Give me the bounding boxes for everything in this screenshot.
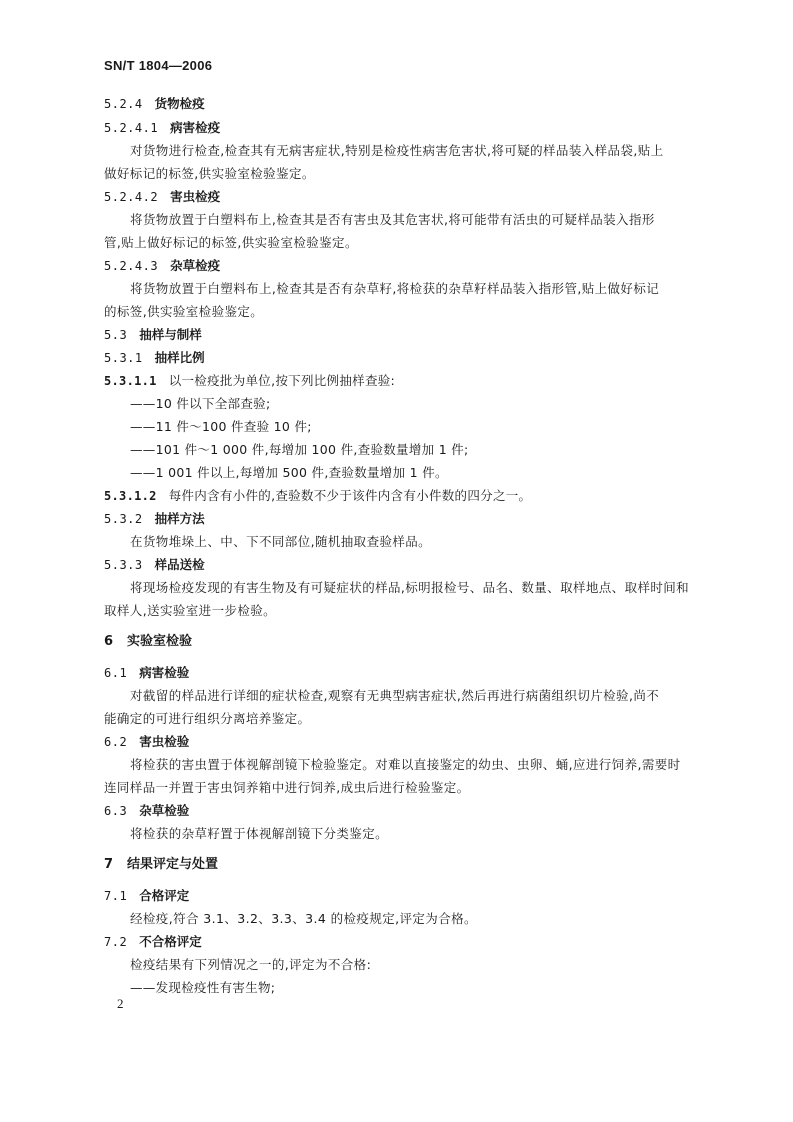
heading-number: 7.1 xyxy=(104,889,128,903)
chapter-number: 6 xyxy=(104,634,114,649)
paragraph-line: 检疫结果有下列情况之一的,评定为不合格: xyxy=(130,957,372,972)
paragraph-line: 在货物堆垛上、中、下不同部位,随机抽取查验样品。 xyxy=(130,534,432,549)
heading-number: 7.2 xyxy=(104,935,128,949)
heading-number: 5.2.4.3 xyxy=(104,259,159,273)
heading-number: 5.3.1 xyxy=(104,351,143,365)
heading-number: 5.3.3 xyxy=(104,558,143,572)
heading-7-2 xyxy=(104,934,202,950)
chapter-title: 结果评定与处置 xyxy=(127,857,219,872)
heading-6-3 xyxy=(104,803,189,819)
standard-code: SN/T 1804—2006 xyxy=(104,58,213,73)
heading-6-2 xyxy=(104,734,189,750)
paragraph-line: 连同样品一并置于害虫饲养箱中进行饲养,成虫后进行检验鉴定。 xyxy=(104,780,470,795)
paragraph-line: 能确定的可进行组织分离培养鉴定。 xyxy=(104,711,311,726)
heading-number: 5.2.4.1 xyxy=(104,121,159,135)
heading-number: 5.2.4 xyxy=(104,97,143,111)
heading-title: 抽样比例 xyxy=(154,350,205,365)
heading-title: 害虫检验 xyxy=(139,734,190,749)
paragraph-line: 将货物放置于白塑料布上,检查其是否有害虫及其危害状,将可能带有活虫的可疑样品装入指形 xyxy=(130,212,655,227)
heading-title: 病害检验 xyxy=(139,665,190,680)
heading-number: 5.3.2 xyxy=(104,512,143,526)
clause-5-3-1-1 xyxy=(104,373,395,389)
paragraph-line: 将检获的杂草籽置于体视解剖镜下分类鉴定。 xyxy=(130,826,389,841)
clause-text: 以一检疫批为单位,按下列比例抽样查验: xyxy=(168,373,396,388)
paragraph-line: 将检获的害虫置于体视解剖镜下检验鉴定。对难以直接鉴定的幼虫、虫卵、蛹,应进行饲养,需要时 xyxy=(130,757,681,772)
clause-text: 每件内含有小件的,查验数不少于该件内含有小件数的四分之一。 xyxy=(168,488,532,503)
heading-5-3-1 xyxy=(104,350,205,366)
heading-number: 5.2.4.2 xyxy=(104,190,159,204)
page-number: 2 xyxy=(117,996,124,1011)
list-item: ——101 件～1 000 件,每增加 100 件,查验数量增加 1 件; xyxy=(130,442,469,457)
heading-title: 害虫检疫 xyxy=(170,189,221,204)
paragraph-line: 管,贴上做好标记的标签,供实验室检验鉴定。 xyxy=(104,235,358,250)
heading-5-3-3 xyxy=(104,557,205,573)
chapter-6 xyxy=(104,634,192,650)
paragraph-line: 取样人,送实验室进一步检验。 xyxy=(104,603,277,618)
heading-number: 6.3 xyxy=(104,804,128,818)
paragraph-line: 做好标记的标签,供实验室检验鉴定。 xyxy=(104,166,315,181)
heading-title: 杂草检验 xyxy=(139,803,190,818)
heading-5-2-4 xyxy=(104,96,205,112)
clause-5-3-1-2 xyxy=(104,488,531,504)
paragraph-line: 将货物放置于白塑料布上,检查其是否有杂草籽,将检获的杂草籽样品装入指形管,贴上做好标记 xyxy=(130,281,660,296)
heading-title: 不合格评定 xyxy=(139,934,202,949)
list-item: ——11 件～100 件查验 10 件; xyxy=(130,419,312,434)
heading-title: 抽样方法 xyxy=(154,511,205,526)
heading-5-2-4-3 xyxy=(104,258,220,274)
heading-6-1 xyxy=(104,665,189,681)
clause-number: 5.3.1.1 xyxy=(104,374,157,388)
chapter-title: 实验室检验 xyxy=(127,634,193,649)
paragraph-line: 将现场检疫发现的有害生物及有可疑症状的样品,标明报检号、品名、数量、取样地点、取样时间和 xyxy=(130,580,690,595)
clause-number: 5.3.1.2 xyxy=(104,489,157,503)
heading-title: 货物检疫 xyxy=(154,96,205,111)
heading-title: 合格评定 xyxy=(139,888,190,903)
paragraph-line: 对截留的样品进行详细的症状检查,观察有无典型病害症状,然后再进行病菌组织切片检验,尚不 xyxy=(130,688,660,703)
chapter-7 xyxy=(104,857,218,873)
heading-5-3 xyxy=(104,327,202,343)
paragraph-line: 的标签,供实验室检验鉴定。 xyxy=(104,304,264,319)
paragraph-line: 对货物进行检查,检查其有无病害症状,特别是检疫性病害危害状,将可疑的样品装入样品袋,贴上 xyxy=(130,143,664,158)
heading-title: 杂草检疫 xyxy=(170,258,221,273)
chapter-number: 7 xyxy=(104,857,114,872)
heading-title: 抽样与制样 xyxy=(139,327,202,342)
list-item: ——1 001 件以上,每增加 500 件,查验数量增加 1 件。 xyxy=(130,465,448,480)
heading-title: 病害检疫 xyxy=(170,120,221,135)
paragraph-line: 经检疫,符合 3.1、3.2、3.3、3.4 的检疫规定,评定为合格。 xyxy=(130,911,477,926)
heading-number: 6.1 xyxy=(104,666,128,680)
heading-5-3-2 xyxy=(104,511,205,527)
heading-number: 5.3 xyxy=(104,328,128,342)
heading-7-1 xyxy=(104,888,189,904)
heading-title: 样品送检 xyxy=(154,557,205,572)
list-item: ——10 件以下全部查验; xyxy=(130,396,271,411)
list-item: ——发现检疫性有害生物; xyxy=(130,980,276,995)
heading-5-2-4-2 xyxy=(104,189,220,205)
heading-5-2-4-1 xyxy=(104,120,220,136)
heading-number: 6.2 xyxy=(104,735,128,749)
